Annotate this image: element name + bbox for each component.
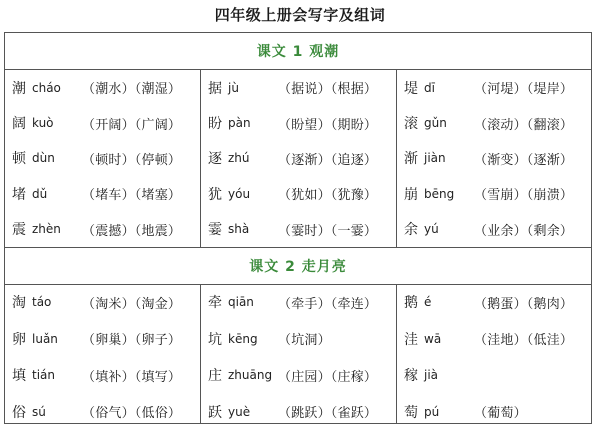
vocab-words: （顿时）（停顿） xyxy=(82,149,181,168)
vocab-char: 潮 xyxy=(12,78,29,98)
vocab-pinyin: pàn xyxy=(228,116,274,130)
vocab-char: 犹 xyxy=(208,184,225,204)
vocab-pinyin: tián xyxy=(32,368,78,382)
vocab-words: （震撼）（地震） xyxy=(82,220,181,239)
vocab-words: （坑洞） xyxy=(278,329,331,348)
vocab-char: 卵 xyxy=(12,329,29,349)
vocab-char: 庄 xyxy=(208,365,225,385)
vocab-words: （滚动）（翻滚） xyxy=(474,114,573,133)
vocab-pinyin: zhèn xyxy=(32,222,78,236)
vocab-pinyin: zhuāng xyxy=(228,368,274,382)
lesson-2-column-3 xyxy=(397,284,591,424)
vocab-entry xyxy=(397,394,591,430)
vocab-words: （潮水）（潮湿） xyxy=(82,78,181,97)
vocab-words: （葡萄） xyxy=(474,402,527,421)
lesson-1-grid xyxy=(5,70,591,247)
vocab-words: （牵手）（牵连） xyxy=(278,293,377,312)
vocab-char: 余 xyxy=(404,219,421,239)
vocab-pinyin: jià xyxy=(424,368,470,382)
vocab-pinyin: kēng xyxy=(228,332,274,346)
vocab-words: （卵巢）（卵子） xyxy=(82,329,181,348)
vocab-words: （洼地）（低洼） xyxy=(474,329,573,348)
lesson-2-heading: 课文 2 走月亮 xyxy=(5,247,591,285)
vocab-entry xyxy=(201,357,396,394)
vocab-pinyin: dī xyxy=(424,81,470,95)
vocab-pinyin: yuè xyxy=(228,405,274,419)
lesson-2-column-2 xyxy=(201,284,397,424)
vocab-entry xyxy=(397,321,591,358)
lesson-1-column-3 xyxy=(397,70,591,247)
vocab-words: （雪崩）（崩溃） xyxy=(474,184,573,203)
vocab-pinyin: yú xyxy=(424,222,470,236)
vocab-entry xyxy=(5,357,200,394)
vocab-pinyin: zhú xyxy=(228,151,274,165)
vocab-entry xyxy=(397,105,591,140)
vocab-pinyin: yóu xyxy=(228,187,274,201)
vocab-pinyin: gǔn xyxy=(424,116,470,130)
vocab-entry xyxy=(5,141,200,176)
vocab-pinyin: wā xyxy=(424,332,470,346)
vocab-pinyin: jiàn xyxy=(424,151,470,165)
vocab-char: 牵 xyxy=(208,292,225,312)
vocab-words: （犹如）（犹豫） xyxy=(278,184,377,203)
vocab-entry xyxy=(201,105,396,140)
vocab-entry xyxy=(201,176,396,211)
page-title: 四年级上册会写字及组词 xyxy=(0,4,600,25)
vocab-char: 淘 xyxy=(12,292,29,312)
vocab-entry xyxy=(201,212,396,247)
vocab-char: 稼 xyxy=(404,365,421,385)
vocab-words: （河堤）（堤岸） xyxy=(474,78,573,97)
vocab-words: （渐变）（逐渐） xyxy=(474,149,573,168)
vocab-entry xyxy=(201,321,396,358)
vocab-pinyin: é xyxy=(424,295,470,309)
vocab-char: 坑 xyxy=(208,329,225,349)
vocab-words: （填补）（填写） xyxy=(82,366,181,385)
vocab-pinyin: dùn xyxy=(32,151,78,165)
vocab-pinyin: pú xyxy=(424,405,470,419)
vocab-entry xyxy=(5,212,200,247)
vocab-words: （堵车）（堵塞） xyxy=(82,184,181,203)
vocab-pinyin: jù xyxy=(228,81,274,95)
vocab-entry xyxy=(201,394,396,430)
vocab-entry xyxy=(5,394,200,430)
lesson-1-heading: 课文 1 观潮 xyxy=(5,33,591,70)
vocab-pinyin: táo xyxy=(32,295,78,309)
lesson-2-column-1 xyxy=(5,284,201,424)
vocab-entry xyxy=(397,212,591,247)
vocab-char: 渐 xyxy=(404,148,421,168)
vocab-entry xyxy=(5,176,200,211)
vocab-char: 萄 xyxy=(404,402,421,422)
vocab-pinyin: bēng xyxy=(424,187,470,201)
vocab-char: 俗 xyxy=(12,402,29,422)
vocab-pinyin: shà xyxy=(228,222,274,236)
lesson-1-column-2 xyxy=(201,70,397,247)
vocab-words: （据说）（根据） xyxy=(278,78,377,97)
vocab-words: （业余）（剩余） xyxy=(474,220,573,239)
vocab-char: 堤 xyxy=(404,78,421,98)
vocab-char: 逐 xyxy=(208,148,225,168)
vocab-char: 据 xyxy=(208,78,225,98)
vocab-char: 顿 xyxy=(12,148,29,168)
vocab-entry xyxy=(397,176,591,211)
vocab-char: 鹅 xyxy=(404,292,421,312)
vocab-entry xyxy=(201,284,396,321)
vocab-char: 滚 xyxy=(404,113,421,133)
vocab-entry xyxy=(5,105,200,140)
vocab-pinyin: dǔ xyxy=(32,187,78,201)
vocab-words: （俗气）（低俗） xyxy=(82,402,181,421)
vocab-entry xyxy=(397,141,591,176)
vocab-char: 跃 xyxy=(208,402,225,422)
vocab-entry xyxy=(5,70,200,105)
vocab-char: 阔 xyxy=(12,113,29,133)
vocab-entry xyxy=(397,70,591,105)
vocab-words: （淘米）（淘金） xyxy=(82,293,181,312)
vocab-entry xyxy=(5,321,200,358)
vocab-pinyin: sú xyxy=(32,405,78,419)
vocab-entry xyxy=(201,70,396,105)
vocab-char: 洼 xyxy=(404,329,421,349)
vocab-words: （开阔）（广阔） xyxy=(82,114,181,133)
vocab-words: （盼望）（期盼） xyxy=(278,114,377,133)
lesson-2-grid xyxy=(5,284,591,424)
vocab-entry xyxy=(201,141,396,176)
vocab-words: （霎时）（一霎） xyxy=(278,220,377,239)
vocab-words: （庄园）（庄稼） xyxy=(278,366,377,385)
vocab-entry xyxy=(397,357,591,394)
vocab-words: （跳跃）（雀跃） xyxy=(278,402,377,421)
vocab-char: 堵 xyxy=(12,184,29,204)
vocab-pinyin: qiān xyxy=(228,295,274,309)
vocab-table xyxy=(4,32,592,424)
vocab-char: 霎 xyxy=(208,219,225,239)
vocab-words: （鹅蛋）（鹅肉） xyxy=(474,293,573,312)
vocab-pinyin: cháo xyxy=(32,81,78,95)
lesson-1-column-1 xyxy=(5,70,201,247)
vocab-pinyin: kuò xyxy=(32,116,78,130)
vocab-char: 填 xyxy=(12,365,29,385)
vocab-char: 盼 xyxy=(208,113,225,133)
vocab-entry xyxy=(397,284,591,321)
vocab-entry xyxy=(5,284,200,321)
vocab-char: 崩 xyxy=(404,184,421,204)
vocab-pinyin: luǎn xyxy=(32,332,78,346)
vocab-char: 震 xyxy=(12,219,29,239)
vocab-words: （逐渐）（追逐） xyxy=(278,149,377,168)
